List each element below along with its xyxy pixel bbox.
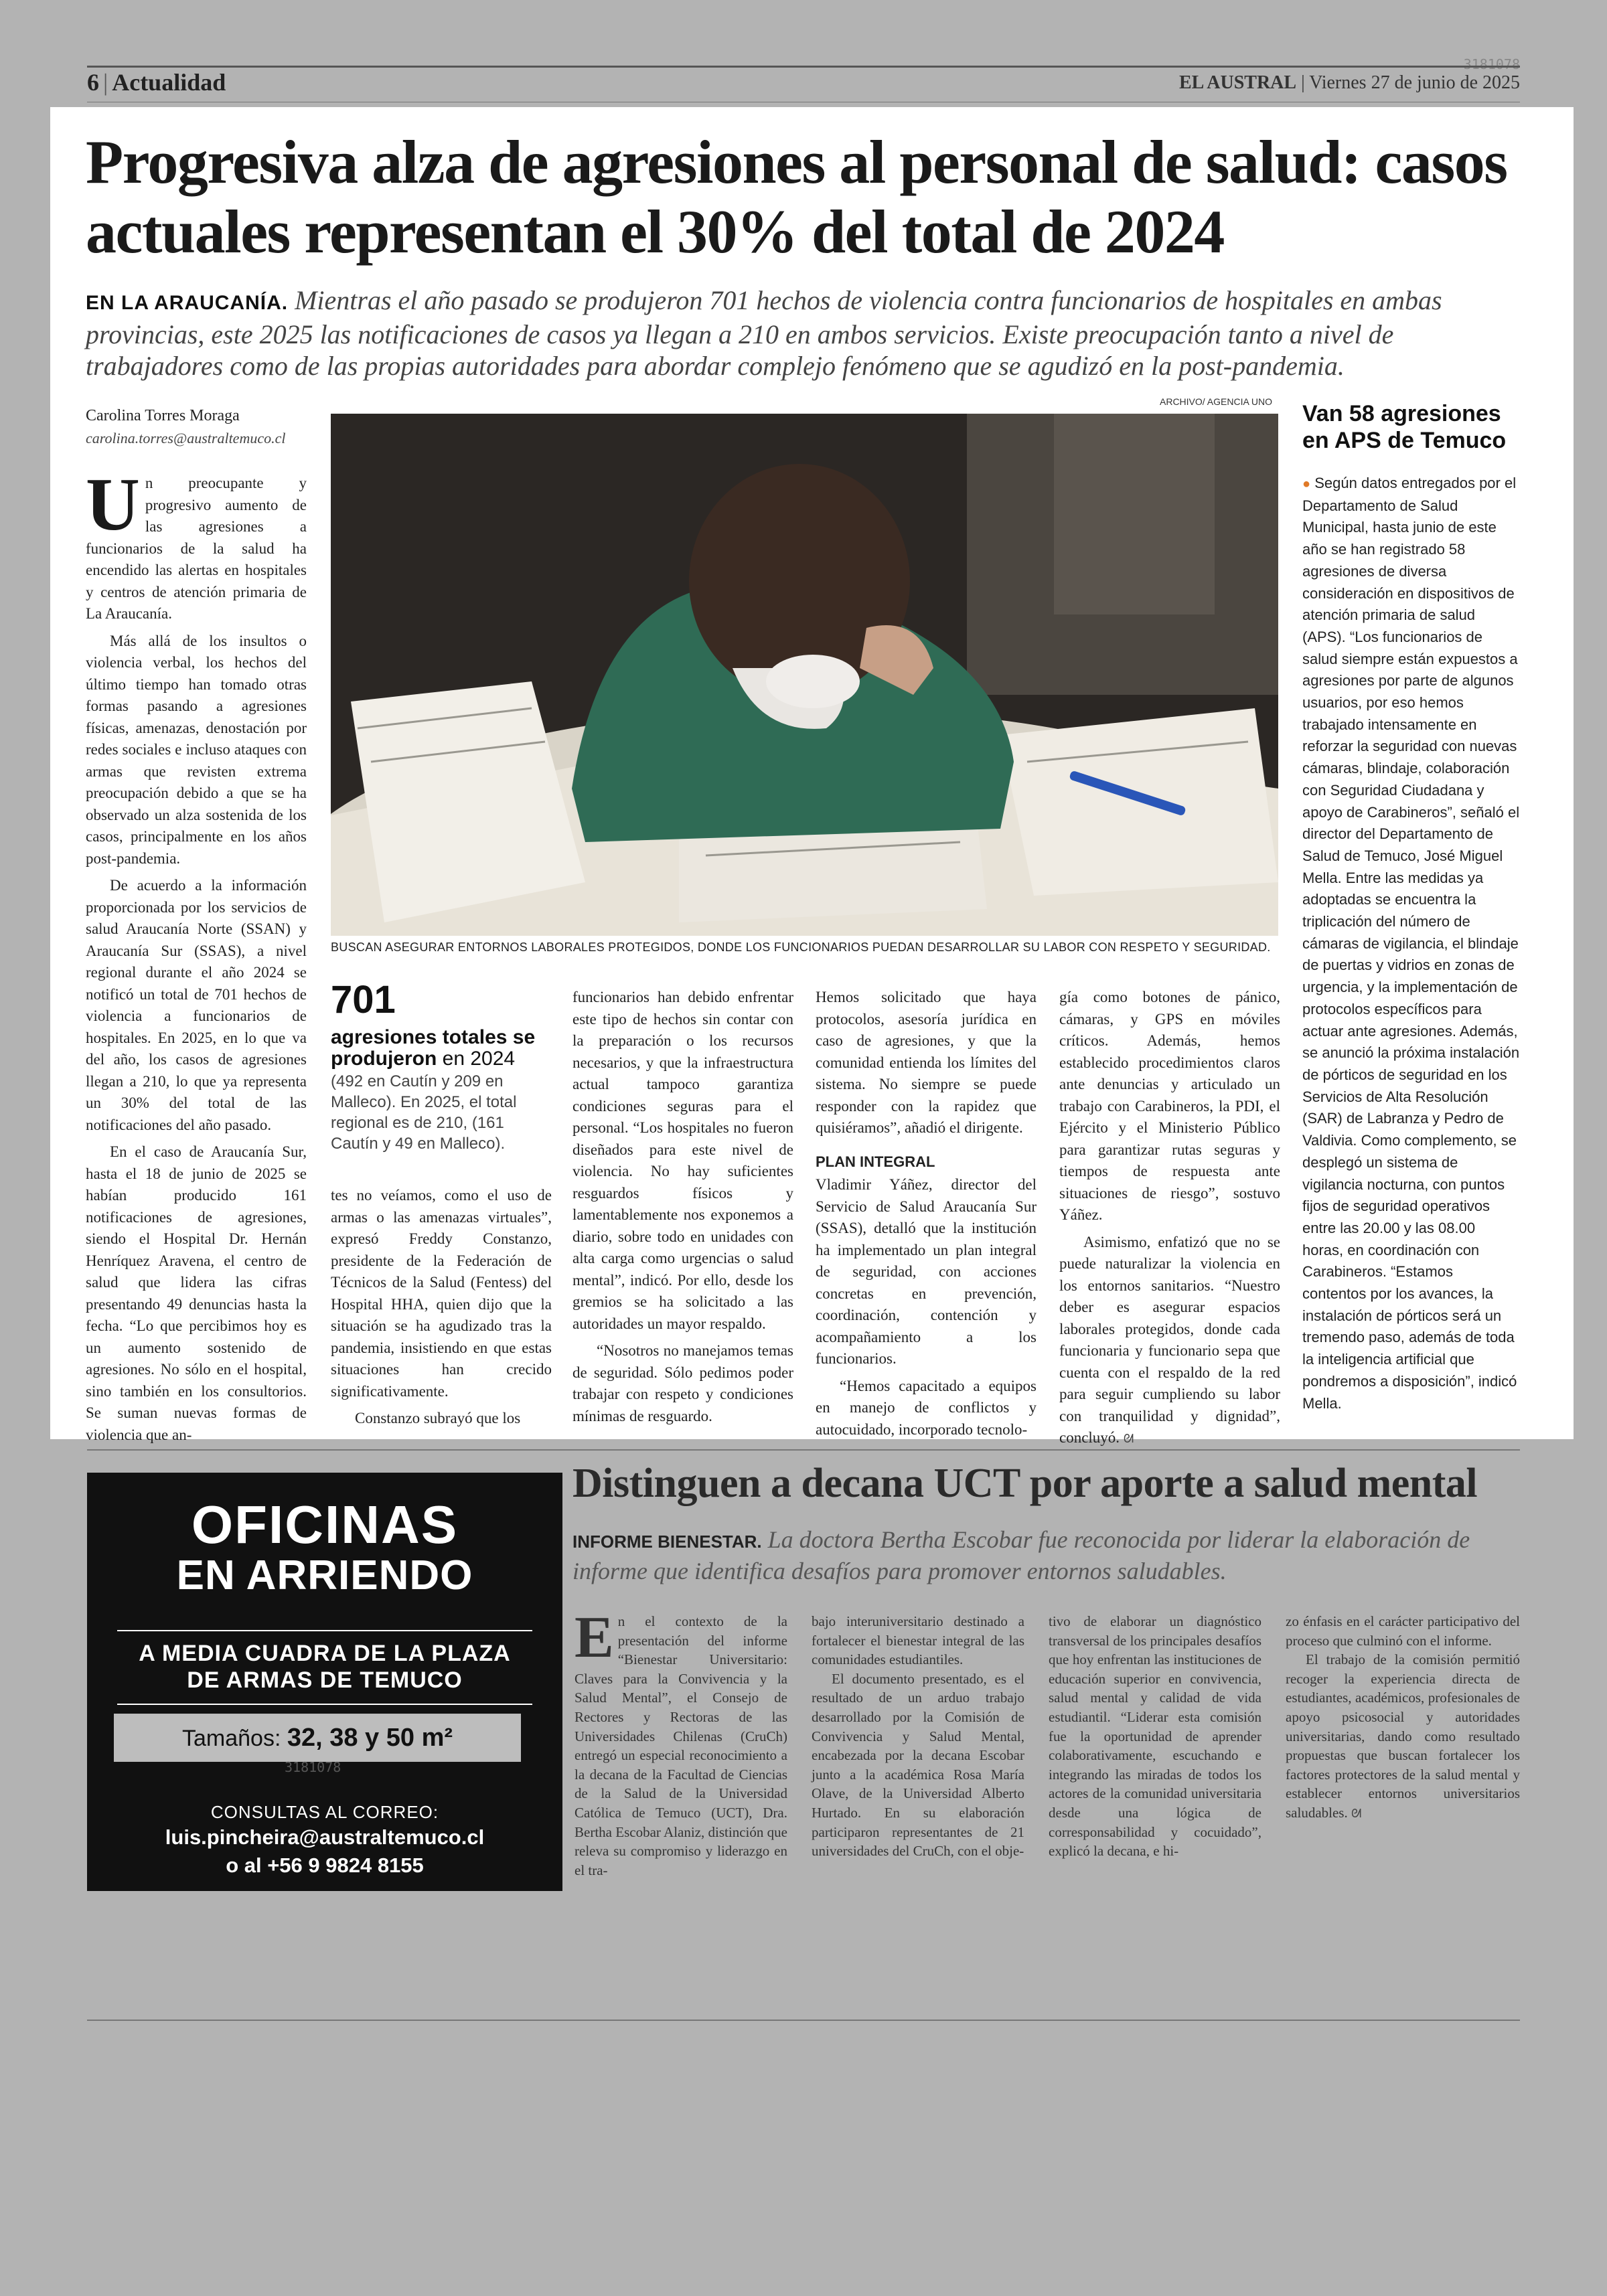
paragraph: tivo de elaborar un diagnóstico transversal de los principales desafíos que hoy enfrentan las instituciones de educación superior en convivencia, salud mental y calidad de vida estudiantil. “Liderar esta comisión fue la oportunidad de aprender colaborativamente, escuchando e integrando las miradas de todos los actores de la comunidad universitaria desde una lógica de corresponsabilidad y cocuidado”, explicó la decana, e hi- (1049, 1613, 1261, 1860)
page-number: 6 (87, 69, 99, 96)
paragraph: bajo interuniversitario destinado a fortalecer el bienestar integral de las comunidades estudiantiles. (812, 1613, 1024, 1668)
ad-title-line-1: OFICINAS (191, 1495, 459, 1554)
subheading: PLAN INTEGRAL (816, 1153, 935, 1170)
article2-column-3 (1049, 1612, 1261, 1861)
header-rule (87, 66, 1520, 68)
ad-subtitle (117, 1640, 532, 1694)
ad-email-link[interactable]: luis.pincheira@australtemuco.cl (165, 1825, 485, 1849)
dropcap: E (575, 1605, 614, 1670)
ad-phone: o al +56 9 9824 8155 (226, 1854, 424, 1877)
article-column-1 (86, 463, 307, 1451)
article-column-3 (816, 987, 1037, 1446)
article2-lede (572, 1525, 1523, 1586)
paragraph-text: n preocupante y progresivo aumento de las agresiones a funcionarios de la salud ha encendido las alertas en hospitales y centros de atención primaria de La Araucanía. (86, 475, 307, 622)
folio-separator: | (103, 69, 108, 96)
page-header-right: EL AUSTRAL | Viernes 27 de junio de 2025 (1179, 72, 1520, 93)
sidebar-title: Van 58 agresiones en APS de Temuco (1302, 401, 1507, 453)
ad-rule (117, 1630, 532, 1631)
article2-column-4 (1286, 1612, 1520, 1824)
ad-sizes-label: Tamaños: (181, 1726, 281, 1751)
ad-sizes (114, 1714, 521, 1762)
paragraph-text: n el contexto de la presentación del informe “Bienestar Universitario: Claves para la Convivencia y la Salud Mental”, el Consejo de Rectores y Rectoras de las Universidades Chilenas (CruCh) entregó un especial reconocimiento a la decana de la Facultad de Ciencias de la Salud de la Universidad Católica de Temuco (UCT), Dra. Bertha Escobar Alaniz, distinción que releva su compromiso y liderazgo en el tra- (575, 1613, 787, 1878)
photo-credit: ARCHIVO/ AGENCIA UNO (1160, 396, 1273, 407)
paragraph (1059, 1232, 1280, 1451)
sidebar-body: Según datos entregados por el Departamento de Salud Municipal, hasta junio de este año se han registrado 58 agresiones de diversa consideración en dispositivos de atención primaria de salud (APS). “Los funcionarios de salud siempre están expuestos a agresiones por parte de algunos usuarios, por eso hemos trabajado intensamente en reforzar la seguridad con nuevas cámaras, blindaje, colaboración con Seguridad Ciudadana y apoyo de Carabineros”, señaló el director del Departamento de Salud de Temuco, José Miguel Mella. Entre las medidas ya adoptadas se encuentra la triplicación del número de cámaras de vigilancia, el blindaje de puertas y vidrios en zonas de urgencia, y la implementación de protocolos específicos para actuar ante agresiones. Además, se anunció la próxima instalación de pórticos de seguridad en los Servicios de Alta Resolución (SAR) de Labranza y Pedro de Valdivia. Como complemento, se desplegó un sistema de vigilancia nocturna, con puntos fijos de seguridad operativos entre las 20.00 y las 08.00 horas, en coordinación con Carabineros. “Estamos contentos por los avances, la instalación de pórticos será un tremendo paso, además de toda la inteligencia artificial que pondremos a disposición”, indicó Mella. (1302, 475, 1520, 1412)
photo-illustration (331, 414, 1278, 936)
article-photo (331, 414, 1278, 936)
newspaper-name: EL AUSTRAL (1179, 72, 1297, 93)
page-folio (87, 68, 226, 96)
ad-rule (117, 1704, 532, 1705)
paragraph: Constanzo subrayó que los (355, 1410, 521, 1426)
ad-sizes-value: 32, 38 y 50 m² (287, 1724, 453, 1752)
paragraph: “Hemos capacitado a equipos en manejo de conflictos y autocuidado, incorporado tecnolo- (816, 1377, 1037, 1438)
paragraph-text: El trabajo de la comisión permitió recoger la experiencia directa de estudiantes, académicos, profesionales de apoyo psicosocial y autoridades universitarias, dando como resultado propuestas que buscan fortalecer los factores protectores de la salud mental y establecer entornos universitarios saludables. (1286, 1651, 1520, 1821)
paragraph: Vladimir Yáñez, director del Servicio de Salud Araucanía Sur (SSAS), detalló que la institución ha implementado un plan integral de seguridad, con acciones concretas en prevención, coordinación, contención y acompañamiento a los funcionarios. (816, 1176, 1037, 1367)
page-date: Viernes 27 de junio de 2025 (1309, 72, 1520, 93)
sidebar-text (1302, 473, 1520, 1414)
ad-subtitle-line-2: DE ARMAS DE TEMUCO (187, 1667, 463, 1693)
ad-contact-label: CONSULTAS AL CORREO: (210, 1802, 439, 1822)
lede-text: Mientras el año pasado se produjeron 701 hechos de violencia contra funcionarios de hospitales en ambas provincias, este 2025 las notificaciones de casos ya llegan a 210 en ambos servicios. Existe preocupación tanto a nivel de trabajadores como de las propias autoridades para abordar complejo fenómeno que se agudizó en la post-pandemia. (86, 285, 1442, 381)
ad-contact (117, 1801, 532, 1880)
stat-label-rest: en 2024 (442, 1048, 516, 1070)
paragraph (575, 1605, 787, 1880)
article2-column-2 (812, 1612, 1024, 1861)
paragraph: En el caso de Araucanía Sur, hasta el 18 de junio de 2025 se habían producido 161 notificaciones de agresiones, siendo el Hospital Dr. Hernán Henríquez Aravena, el centro de salud que lidera las cifras presentando 49 denuncias hasta la fecha. “Lo que percibimos hoy es un aumento sostenido de agresiones. No sólo en el hospital, sino también en los consultorios. Se suman nuevas formas de violencia que an- (86, 1143, 307, 1443)
ad-subtitle-line-1: A MEDIA CUADRA DE LA PLAZA (139, 1641, 511, 1666)
paragraph: Hemos solicitado que haya protocolos, asesoría jurídica en caso de agresiones, y que la comunidad entienda los límites del sistema. No siempre se puede responder con la rapidez que quisiéramos”, añadió el dirigente. (816, 989, 1037, 1136)
article-headline: Progresiva alza de agresiones al personal de salud: casos actuales representan el 30% del total de 2024 (86, 128, 1507, 266)
bullet-icon: ● (1302, 477, 1311, 491)
article2-kicker: INFORME BIENESTAR. (572, 1532, 762, 1552)
paragraph (1286, 1650, 1520, 1823)
paragraph (86, 463, 307, 625)
stat-number: 701 (331, 978, 396, 1021)
ad-code: 3181078 (285, 1759, 341, 1775)
article-column-2 (572, 987, 793, 1432)
paragraph: De acuerdo a la información proporcionada por los servicios de salud Araucanía Norte (SSAN) y Araucanía Sur (SSAS), a nivel regional durante el año 2024 se notificó un total de 701 hechos de violencia a funcionarios de hospitales. En 2025, en lo que va del año, los casos de agresiones llegan a 210, lo que ya representa un 30% del total de las notificaciones del año pasado. (86, 877, 307, 1133)
paragraph: El documento presentado, es el resultado de un arduo trabajo desarrollado por la Comisión de Convivencia y Salud Mental, encabezada por la decana Escobar junto a la académica Rosa María Olave, de la Universidad Alberto Hurtado. En su elaboración participaron representantes de 21 universidades del CruCh, con el obje- (812, 1670, 1024, 1860)
article-lede (86, 284, 1492, 382)
dropcap: U (86, 463, 140, 546)
stat-detail: (492 en Cautín y 209 en Malleco). En 2025, el total regional es de 210, (161 Cautín y 49 en Malleco). (331, 1072, 517, 1153)
article2-headline: Distinguen a decana UCT por aporte a salud mental (572, 1461, 1478, 1506)
paragraph: Más allá de los insultos o violencia verbal, los hechos del último tiempo han tomado otras formas pasando a agresiones físicas, amenazas, denostación por redes sociales e incluso ataques con armas que revisten extrema preocupación debido a que se ha observado un alza sostenida de los casos, principalmente en los años post-pandemia. (86, 632, 307, 867)
paragraph: funcionarios han debido enfrentar este tipo de hechos sin contar con la preparación o los recursos necesarios, y que la infraestructura actual tampoco garantiza condiciones seguras para el personal. “Los hospitales no fueron diseñados para este nivel de violencia. No hay suficientes resguardos físicos y lamentablemente nos exponemos a diario, sobre todo en unidades con alta carga como urgencias o salud mental”, indicó. Por ello, desde los gremios se ha solicitado a las autoridades un mayor respaldo. (572, 989, 793, 1332)
stat-label (331, 1027, 552, 1070)
stat-label-bold: agresiones totales se produjeron (331, 1026, 536, 1070)
article-column-4 (1059, 987, 1280, 1456)
end-mark-icon: ᘛ (1123, 1432, 1134, 1446)
paragraph-text: Asimismo, enfatizó que no se puede naturalizar la violencia en los entornos sanitarios. “Nuestro deber es asegurar espacios laborales protegidos, donde cada funcionaria y funcionario sepa que cuenta con el respaldo de la red para seguir cumpliendo su labor con tranquilidad y dignidad”, concluyó. (1059, 1233, 1280, 1446)
author-email: carolina.torres@australtemuco.cl (86, 430, 286, 446)
end-mark-icon: ᘛ (1351, 1806, 1362, 1821)
lede-kicker: EN LA ARAUCANÍA. (86, 292, 289, 314)
article2-column-1 (575, 1605, 787, 1880)
ad-title (117, 1495, 532, 1601)
article2-lede-text: La doctora Bertha Escobar fue reconocida por liderar la elaboración de informe que identifica desafíos para promover entornos saludables. (572, 1526, 1470, 1584)
ad-title-line-2: EN ARRIENDO (176, 1552, 473, 1598)
section-name: Actualidad (112, 69, 226, 96)
article-column-stat-tail (331, 1185, 552, 1435)
page-code: 3181078 (1463, 56, 1520, 72)
author-byline: Carolina Torres Moraga (86, 407, 240, 424)
paragraph: gía como botones de pánico, cámaras, y GPS en móviles críticos. Además, hemos establecido procedimientos claros ante denuncias y articulado un trabajo con Carabineros, la PDI, el Ejército y el Ministerio Público para garantizar rutas seguras y tiempos de respuesta ante situaciones de riesgo”, sostuvo Yáñez. (1059, 989, 1280, 1223)
photo-caption: BUSCAN ASEGURAR ENTORNOS LABORALES PROTEGIDOS, DONDE LOS FUNCIONARIOS PUEDAN DESARROLLAR SU LABOR CON RESPETO Y SEGURIDAD. (331, 940, 1271, 954)
paragraph: zo énfasis en el carácter participativo del proceso que culminó con el informe. (1286, 1613, 1520, 1649)
paragraph: “Nosotros no manejamos temas de seguridad. Sólo pedimos poder trabajar con respeto y condiciones mínimas de resguardo. (572, 1342, 793, 1424)
section-divider (87, 1449, 1520, 1451)
page-bottom-rule (87, 2020, 1520, 2021)
paragraph: tes no veíamos, como el uso de armas o las amenazas virtuales”, expresó Freddy Constanzo, presidente de la Federación de Técnicos de la Salud (Fentess) del Hospital HHA, quien dijo que la situación se ha agudizado tras la pandemia, insistiendo en que estas situaciones han crecido significativamente. (331, 1187, 552, 1400)
